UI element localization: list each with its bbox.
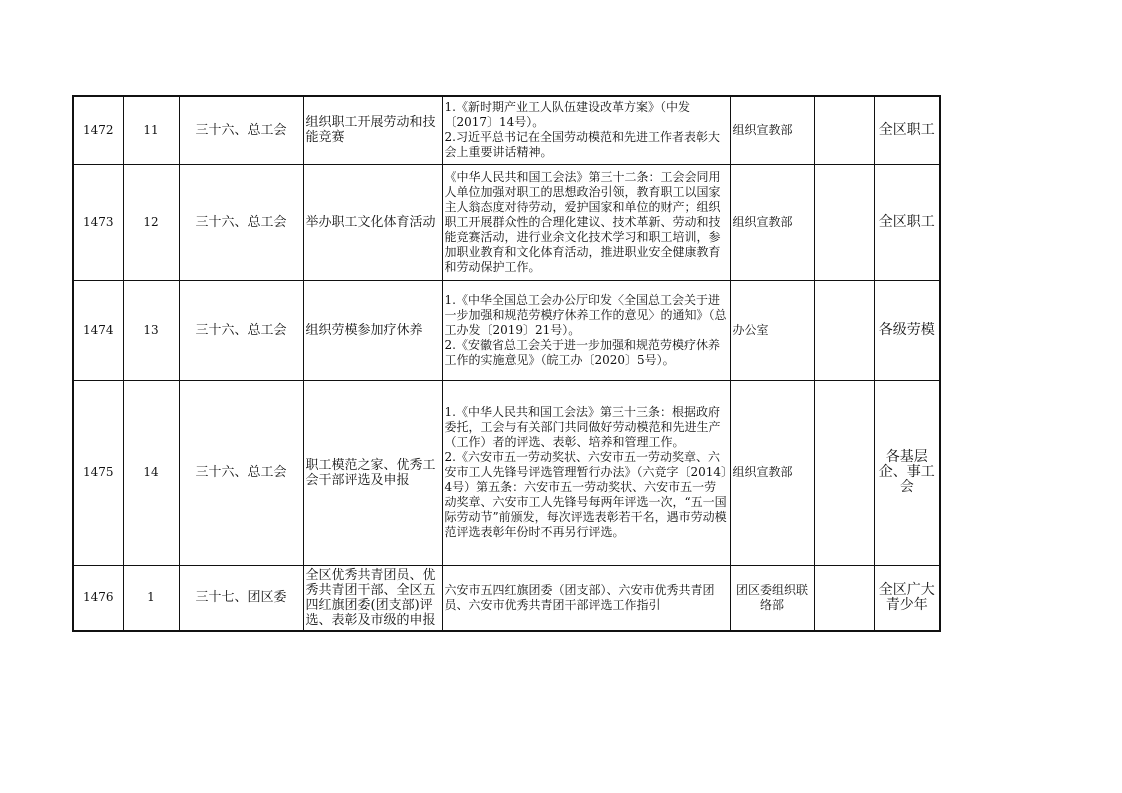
dept-cell: 三十六、总工会 <box>179 380 303 565</box>
num-cell: 1 <box>123 565 179 631</box>
dept-cell: 三十六、总工会 <box>179 96 303 164</box>
item-cell: 组织劳模参加疗休养 <box>303 280 442 380</box>
office-cell: 团区委组织联络部 <box>730 565 814 631</box>
seq-cell: 1475 <box>73 380 123 565</box>
basis-line: 1.《新时期产业工人队伍建设改革方案》（中发〔2017〕14号）。 <box>444 100 690 130</box>
basis-line: 2.《六安市五一劳动奖状、六安市五一劳动奖章、六安市工人先锋号评选管理暂行办法》（六竞字〔2014〕4号）第五条：六安市五一劳动奖状、六安市五一劳动奖章、六安市工人先锋号每两年评选一次，“五一国际劳动节”前颁发，每次评选表彰若干名，遇市劳动模范评选表彰年份时不再另行评选。 <box>444 450 728 539</box>
seq-cell: 1473 <box>73 164 123 280</box>
blank-cell <box>814 565 874 631</box>
seq-cell: 1476 <box>73 565 123 631</box>
num-cell: 11 <box>123 96 179 164</box>
office-cell: 组织宣教部 <box>730 164 814 280</box>
dept-cell: 三十六、总工会 <box>179 164 303 280</box>
basis-line: 2.《安徽省总工会关于进一步加强和规范劳模疗休养工作的实施意见》（皖工办〔2020〕5号）。 <box>444 337 720 367</box>
table-row <box>73 380 940 565</box>
blank-cell <box>814 164 874 280</box>
blank-cell <box>814 280 874 380</box>
basis-line: 2.习近平总书记在全国劳动模范和先进工作者表彰大会上重要讲话精神。 <box>444 130 720 160</box>
basis-line: 《中华人民共和国工会法》第三十二条：工会会同用人单位加强对职工的思想政治引领，教育职工以国家主人翁态度对待劳动，爱护国家和单位的财产；组织职工开展群众性的合理化建议、技术革新、劳动和技能竞赛活动，进行业余文化技术学习和职工培训，参加职业教育和文化体育活动，推进职业安全健康教育和劳动保护工作。 <box>444 169 721 274</box>
num-cell: 14 <box>123 380 179 565</box>
item-cell: 全区优秀共青团员、优秀共青团干部、全区五四红旗团委(团支部)评选、表彰及市级的申报 <box>303 565 442 631</box>
blank-cell <box>814 380 874 565</box>
target-cell: 全区职工 <box>874 164 940 280</box>
item-cell: 职工模范之家、优秀工会干部评选及申报 <box>303 380 442 565</box>
basis-cell <box>442 164 730 280</box>
blank-cell <box>814 96 874 164</box>
target-cell: 各级劳模 <box>874 280 940 380</box>
target-cell: 全区广大青少年 <box>874 565 940 631</box>
target-cell: 全区职工 <box>874 96 940 164</box>
table-row <box>73 96 940 164</box>
basis-line: 1.《中华全国总工会办公厅印发〈全国总工会关于进一步加强和规范劳模疗休养工作的意见〉的通知》（总工办发〔2019〕21号）。 <box>444 292 727 337</box>
basis-cell <box>442 565 730 631</box>
dept-cell: 三十七、团区委 <box>179 565 303 631</box>
basis-cell <box>442 280 730 380</box>
table-row <box>73 280 940 380</box>
basis-line: 六安市五四红旗团委（团支部）、六安市优秀共青团员、六安市优秀共青团干部评选工作指引 <box>444 582 715 612</box>
matters-table <box>72 95 941 632</box>
item-cell: 组织职工开展劳动和技能竞赛 <box>303 96 442 164</box>
basis-cell <box>442 96 730 164</box>
item-cell: 举办职工文化体育活动 <box>303 164 442 280</box>
basis-line: 1.《中华人民共和国工会法》第三十三条：根据政府委托，工会与有关部门共同做好劳动模范和先进生产（工作）者的评选、表彰、培养和管理工作。 <box>444 405 721 449</box>
table-row <box>73 164 940 280</box>
seq-cell: 1472 <box>73 96 123 164</box>
office-cell: 办公室 <box>730 280 814 380</box>
num-cell: 13 <box>123 280 179 380</box>
office-cell: 组织宣教部 <box>730 96 814 164</box>
office-cell: 组织宣教部 <box>730 380 814 565</box>
num-cell: 12 <box>123 164 179 280</box>
dept-cell: 三十六、总工会 <box>179 280 303 380</box>
seq-cell: 1474 <box>73 280 123 380</box>
table-row <box>73 565 940 631</box>
basis-cell <box>442 380 730 565</box>
target-cell: 各基层企、事工会 <box>874 380 940 565</box>
